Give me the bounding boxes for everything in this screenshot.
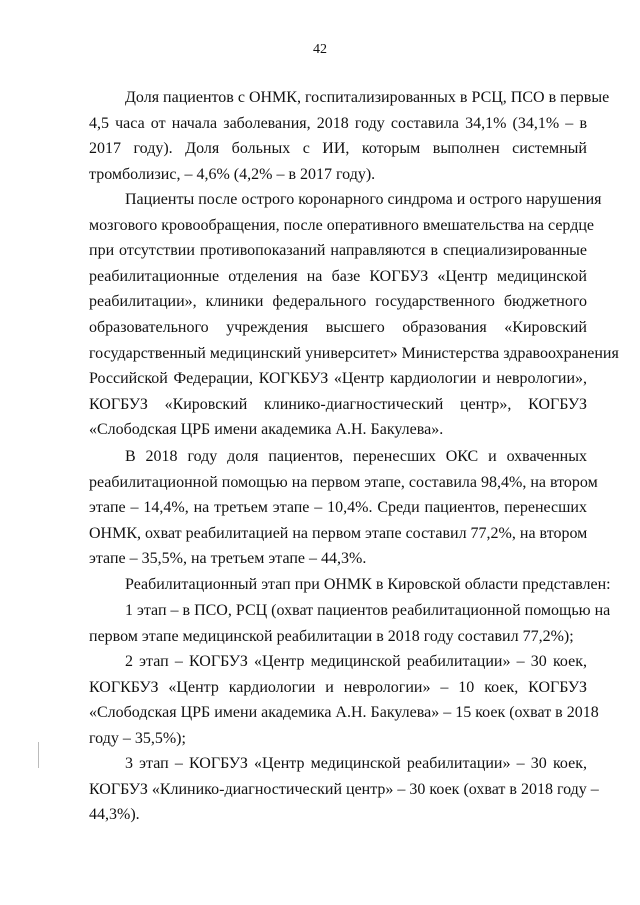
text-line: «Слободская ЦРБ имени академика А.Н. Бакулева» – 15 коек (охват в 2018 [89,704,599,722]
text-line: 2017 году). Доля больных с ИИ, которым выполнен системный [89,140,587,158]
text-line: 44,3%). [89,806,140,824]
text-line: тромболизис, – 4,6% (4,2% – в 2017 году). [89,165,376,183]
text-line: КОГБУЗ «Кировский клинико-диагностический центр», КОГБУЗ [89,395,587,413]
paragraph-rehabilitation-departments [89,187,619,443]
text-line: образовательного учреждения высшего образования «Кировский [89,318,587,336]
text-line: Российской Федерации, КОГКБУЗ «Центр кардиологии и неврологии», [89,370,587,388]
text-line: этапе – 14,4%, на третьем этапе – 10,4%. Среди пациентов, перенесших [89,499,587,517]
text-line: первом этапе медицинской реабилитации в 2018 году составил 77,2%); [89,627,574,645]
text-line: 4,5 часа от начала заболевания, 2018 году составила 34,1% (34,1% – в [89,114,587,132]
paragraph-stage-2 [89,649,599,751]
text-line: мозгового кровообращения, после оперативного вмешательства на сердце [89,216,595,234]
text-line: «Слободская ЦРБ имени академика А.Н. Бакулева». [89,421,444,439]
text-line: 3 этап – КОГБУЗ «Центр медицинской реабилитации» – 30 коек, [125,755,587,772]
text-line: 2 этап – КОГБУЗ «Центр медицинской реабилитации» – 30 коек, [125,653,587,670]
text-line: КОГКБУЗ «Центр кардиологии и неврологии» – 10 коек, КОГБУЗ [89,678,587,696]
text-line: году – 35,5%); [89,729,186,747]
text-line: при отсутствии противопоказаний направляются в специализированные [89,242,587,260]
paragraph-stage-3 [89,751,599,828]
text-line: 1 этап – в ПСО, РСЦ (охват пациентов реабилитационной помощью на [125,602,611,619]
text-line: Реабилитационный этап при ОНМК в Кировской области представлен: [125,576,611,593]
text-line: реабилитационные отделения на базе КОГБУЗ «Центр медицинской [89,267,587,285]
margin-mark [38,742,39,768]
paragraph-rehabilitation-coverage [89,444,598,572]
text-line: ОНМК, охват реабилитацией на первом этапе составил 77,2%, на втором [89,524,588,542]
paragraph-stage-1 [89,598,611,649]
text-line: Доля пациентов с ОНМК, госпитализированных в РСЦ, ПСО в первые [125,89,610,106]
paragraph-stages-intro [89,572,611,598]
text-line: этапе – 35,5%, на третьем этапе – 44,3%. [89,550,367,568]
page-number: 42 [313,42,327,57]
text-line: КОГБУЗ «Клинико-диагностический центр» – 30 коек (охват в 2018 году – [89,780,599,798]
text-line: реабилитационной помощью на первом этапе, составила 98,4%, на втором [89,473,598,491]
text-line: реабилитации», клиники федерального государственного бюджетного [89,293,587,311]
text-line: государственный медицинский университет» Министерства здравоохранения [89,344,619,362]
text-line: В 2018 году доля пациентов, перенесших ОКС и охваченных [125,448,587,465]
paragraph-thrombolysis-share [89,85,610,187]
text-line: Пациенты после острого коронарного синдрома и острого нарушения [125,191,602,208]
